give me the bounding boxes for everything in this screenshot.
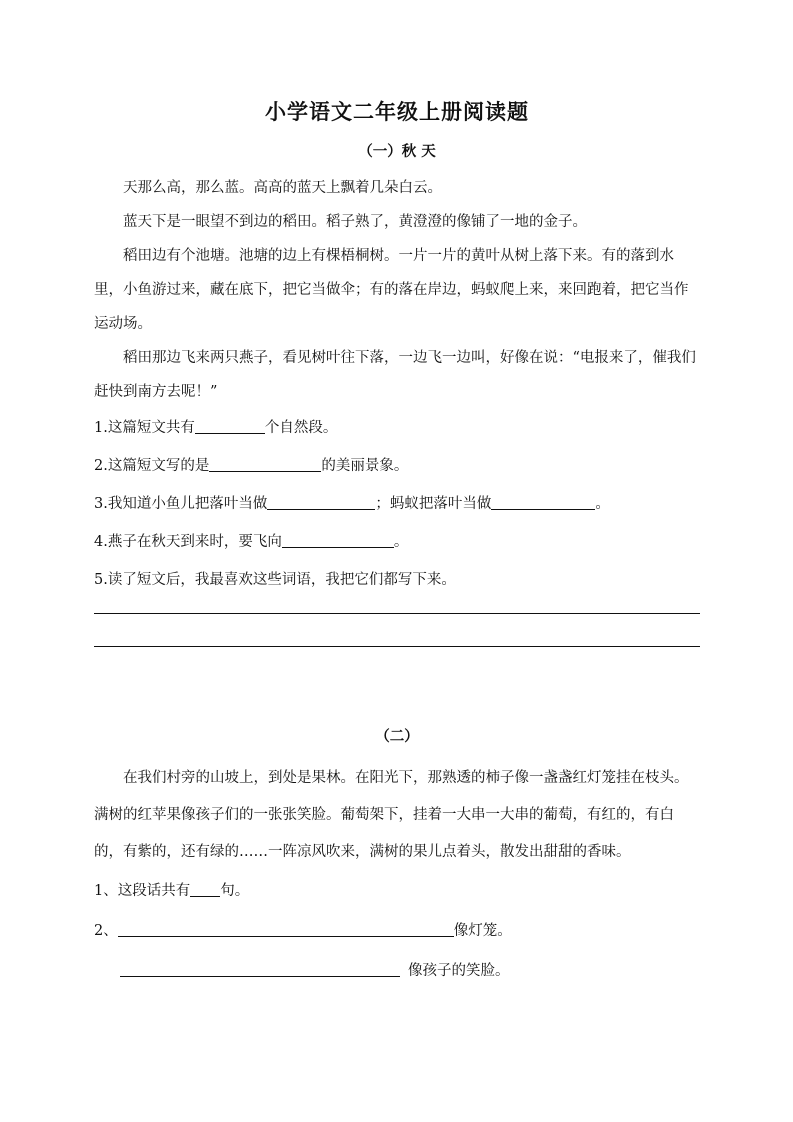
answer-blank[interactable] [120, 961, 400, 977]
question-text: 像孩子的笑脸。 [408, 963, 510, 979]
answer-blank[interactable] [282, 532, 394, 548]
question-text: 个自然段。 [264, 420, 338, 436]
section1-question-1 [94, 409, 700, 447]
section1-question-3 [94, 485, 700, 523]
section1-heading: （一）秋 天 [358, 143, 436, 160]
writing-line[interactable] [94, 613, 700, 614]
page-title: 小学语文二年级上册阅读题 [265, 99, 529, 124]
answer-blank[interactable] [118, 921, 454, 937]
section1-question-4 [94, 523, 700, 561]
question-text: ；蚂蚁把落叶当做 [375, 496, 492, 512]
section2-question-2 [94, 911, 700, 951]
worksheet [94, 96, 700, 991]
question-text: 3.我知道小鱼儿把落叶当做 [94, 496, 268, 512]
section2-question-3 [94, 951, 700, 991]
section1-question-5: 5.读了短文后，我最喜欢这些词语，我把它们都写下来。 [94, 572, 456, 588]
spacer [94, 647, 700, 725]
question-text: 2.这篇短文写的是 [94, 458, 210, 474]
question-text: 像灯笼。 [453, 923, 512, 939]
question-text: 句。 [220, 883, 250, 899]
section1-question-2 [94, 447, 700, 485]
answer-blank[interactable] [267, 494, 375, 510]
answer-blank[interactable] [209, 456, 321, 472]
question-text: 1.这篇短文共有 [94, 420, 195, 436]
answer-blank[interactable] [190, 881, 220, 897]
section2-paragraph: 在我们村旁的山坡上，到处是果林。在阳光下，那熟透的柿子像一盏盏红灯笼挂在枝头。满树的红苹果像孩子们的一张张笑脸。葡萄架下，挂着一大串一大串的葡萄，有红的，有白的，有紫的，还有绿的……一阵凉风吹来，满树的果儿点着头，散发出甜甜的香味。 [94, 770, 689, 860]
answer-blank[interactable] [491, 494, 595, 510]
question-text: 2、 [94, 923, 118, 939]
question-text: 的美丽景象。 [321, 458, 409, 474]
section1-paragraph-1: 天那么高，那么蓝。高高的蓝天上飘着几朵白云。 [123, 180, 442, 196]
question-text: 1、这段话共有 [94, 883, 191, 899]
section1-paragraph-2: 蓝天下是一眼望不到边的稻田。稻子熟了，黄澄澄的像铺了一地的金子。 [123, 214, 587, 230]
section2-heading: （二） [375, 728, 419, 745]
section2-question-1 [94, 871, 700, 911]
question-text: 4.燕子在秋天到来时，要飞向 [94, 534, 282, 550]
section1-paragraph-4: 稻田那边飞来两只燕子，看见树叶往下落，一边飞一边叫，好像在说：“电报来了，催我们赶快到南方去呢！” [94, 350, 696, 400]
question-text: 。 [393, 534, 409, 550]
section1-paragraph-3: 稻田边有个池塘。池塘的边上有棵梧桐树。一片一片的黄叶从树上落下来。有的落到水里，小鱼游过来，藏在底下，把它当做伞；有的落在岸边，蚂蚁爬上来，来回跑着，把它当作运动场。 [94, 248, 689, 332]
answer-blank[interactable] [195, 418, 265, 434]
question-text: 。 [595, 496, 610, 512]
